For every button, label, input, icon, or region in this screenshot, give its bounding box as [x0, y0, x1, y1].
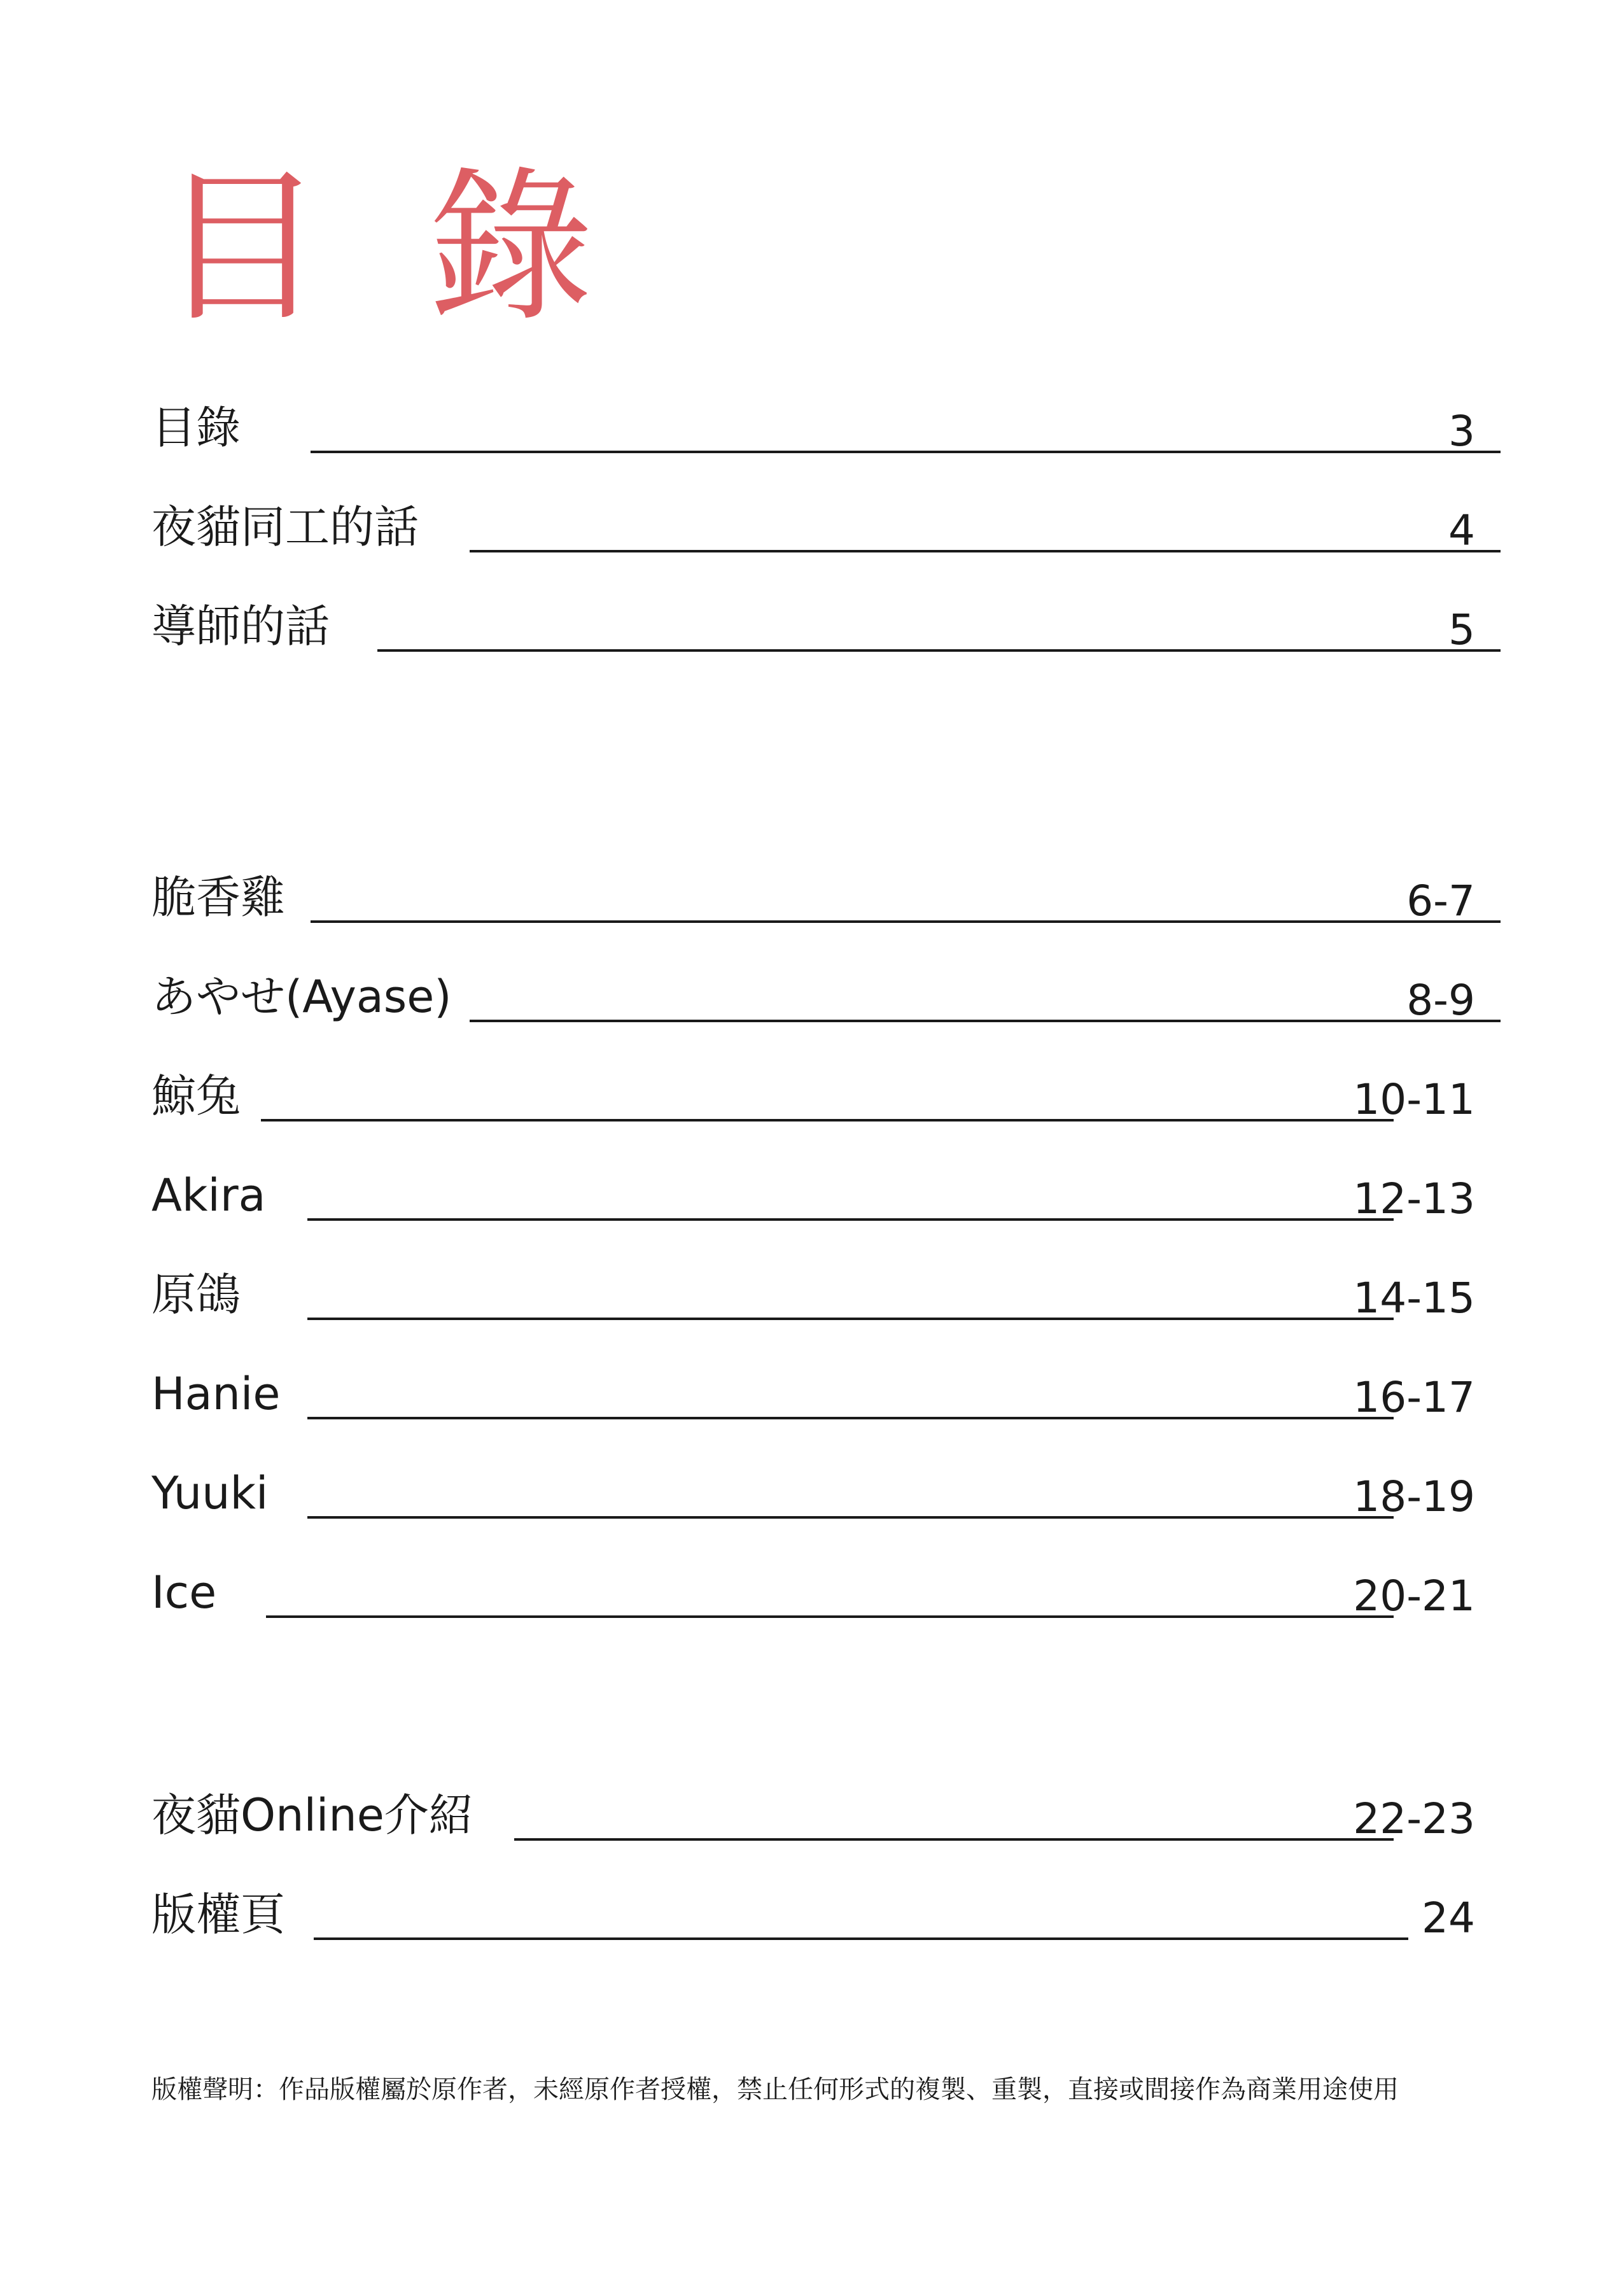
toc-entry-page: 6-7 — [1406, 876, 1475, 925]
toc-entry[interactable] — [151, 1169, 1475, 1239]
toc-entry-page: 12-13 — [1353, 1174, 1475, 1223]
toc-entry[interactable] — [151, 600, 1475, 670]
toc-entry-label: Akira — [151, 1169, 266, 1221]
copyright-disclaimer: 版權聲明：作品版權屬於原作者，未經原作者授權，禁止任何形式的複製、重製，直接或間接作為商業用途使用 — [151, 2075, 1399, 2104]
toc-entry-label: 脆香雞 — [151, 871, 285, 924]
toc-leader-line — [307, 1516, 1394, 1519]
toc-entry-label: 原鴿 — [151, 1269, 241, 1321]
toc-entry[interactable] — [151, 1069, 1475, 1139]
toc-entry-page: 24 — [1422, 1894, 1475, 1943]
toc-leader-line — [266, 1615, 1394, 1618]
toc-entry-label: 鯨兔 — [151, 1070, 241, 1122]
toc-entry[interactable] — [151, 871, 1475, 941]
toc-leader-line — [311, 451, 1501, 453]
toc-entry-label: 夜貓Online介紹 — [151, 1789, 473, 1841]
toc-entry-page: 5 — [1448, 605, 1475, 654]
toc-entry[interactable] — [151, 401, 1475, 471]
toc-entry-page: 20-21 — [1353, 1571, 1475, 1621]
toc-leader-line — [261, 1119, 1394, 1121]
toc-leader-line — [470, 550, 1501, 552]
toc-entry-page: 10-11 — [1353, 1075, 1475, 1124]
toc-leader-line — [307, 1417, 1394, 1419]
toc-entry-label: 目錄 — [151, 402, 241, 454]
toc-leader-line — [514, 1838, 1394, 1841]
toc-entry-page: 4 — [1448, 506, 1475, 555]
toc-leader-line — [314, 1937, 1408, 1940]
toc-entry[interactable] — [151, 970, 1475, 1040]
toc-entry-label: Ice — [151, 1566, 217, 1619]
toc-entry-label: あやせ(Ayase) — [151, 971, 452, 1023]
toc-leader-line — [307, 1318, 1394, 1320]
toc-leader-line — [470, 1020, 1501, 1022]
toc-entry-page: 22-23 — [1353, 1794, 1475, 1843]
toc-entry-page: 16-17 — [1353, 1373, 1475, 1422]
toc-entry-page: 3 — [1448, 407, 1475, 456]
toc-entry-label: Hanie — [151, 1368, 281, 1420]
toc-entry[interactable] — [151, 1888, 1475, 1958]
toc-leader-line — [377, 649, 1501, 652]
toc-entry-label: 夜貓同工的話 — [151, 501, 419, 553]
toc-entry-label: Yuuki — [151, 1467, 269, 1519]
toc-entry[interactable] — [151, 1566, 1475, 1636]
toc-entry[interactable] — [151, 1789, 1475, 1859]
toc-entry-label: 導師的話 — [151, 600, 330, 652]
page-title: 目 錄 — [159, 152, 619, 344]
toc-leader-line — [311, 920, 1501, 923]
toc-entry[interactable] — [151, 1268, 1475, 1338]
toc-entry[interactable] — [151, 1367, 1475, 1437]
toc-entry[interactable] — [151, 500, 1475, 570]
toc-entry-page: 14-15 — [1353, 1274, 1475, 1323]
toc-entry-page: 8-9 — [1406, 976, 1475, 1025]
toc-entry-page: 18-19 — [1353, 1472, 1475, 1521]
toc-leader-line — [307, 1218, 1394, 1221]
toc-entry-label: 版權頁 — [151, 1888, 285, 1941]
toc-entry[interactable] — [151, 1466, 1475, 1536]
